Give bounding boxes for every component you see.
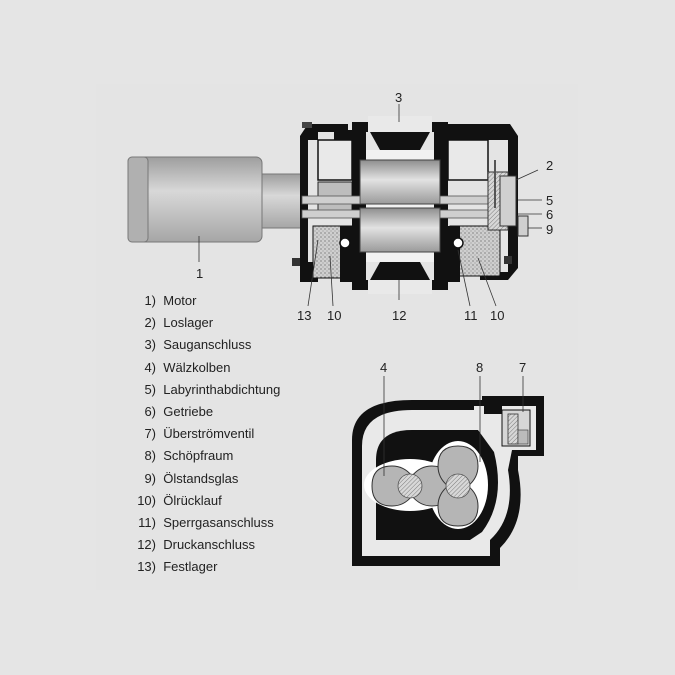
callout-2: 2 [546,158,554,173]
legend-number: 10) [137,492,156,508]
pump-chamber [340,116,448,294]
legend-item [136,334,280,356]
callout-1: 1 [196,266,204,281]
legend-label: Labyrinthabdichtung [163,381,281,397]
legend-item [136,423,280,445]
legend-item [136,357,280,379]
legend-number: 13) [137,559,156,575]
legend-number: 6) [144,404,156,420]
legend-item [136,556,280,578]
legend-item [136,490,280,512]
sectional-view [128,90,553,323]
legend-label: Ölstandsglas [163,470,239,486]
legend-number: 1) [144,293,156,308]
legend-number: 7) [144,426,156,442]
cross-section-view [352,360,544,566]
legend-label: Schöpfraum [163,448,234,464]
motor [128,157,302,242]
legend-label: Motor [163,293,197,308]
legend-label: Sauganschluss [163,337,252,353]
legend-number: 9) [144,470,156,486]
legend-number: 3) [144,337,156,353]
callout-3: 3 [395,90,403,105]
callout-10-right: 10 [490,308,505,323]
callout-12: 12 [392,308,407,323]
legend-item [136,512,280,534]
legend-label: Wälzkolben [163,359,231,375]
callout-13: 13 [297,308,312,323]
legend-number: 11) [138,515,156,531]
legend-label: Ölrücklauf [163,492,222,508]
legend-label: Getriebe [163,404,214,420]
legend-item [136,379,280,401]
legend-number: 2) [144,315,156,331]
legend-item [136,534,280,556]
legend-label: Druckanschluss [163,537,255,553]
legend-item [136,445,280,467]
legend-item [136,312,280,334]
parts-legend [136,290,280,579]
legend-label: Loslager [163,315,214,331]
legend-item [136,468,280,490]
legend-number: 12) [137,537,156,553]
callout-11: 11 [464,308,478,323]
legend-label: Überströmventil [163,426,255,442]
legend-item [136,290,280,312]
legend-number: 4) [144,359,156,375]
callout-9: 9 [546,222,554,237]
callout-6: 6 [546,207,554,222]
legend-item [136,401,280,423]
legend-label: Festlager [163,559,218,575]
callout-10-left: 10 [327,308,342,323]
callout-7: 7 [519,360,527,375]
legend-label: Sperrgasanschluss [163,515,274,531]
legend-number: 5) [144,381,156,397]
legend-number: 8) [144,448,156,464]
callout-4: 4 [380,360,388,375]
callout-5: 5 [546,193,554,208]
callout-8: 8 [476,360,484,375]
bottom-callouts [380,360,526,375]
